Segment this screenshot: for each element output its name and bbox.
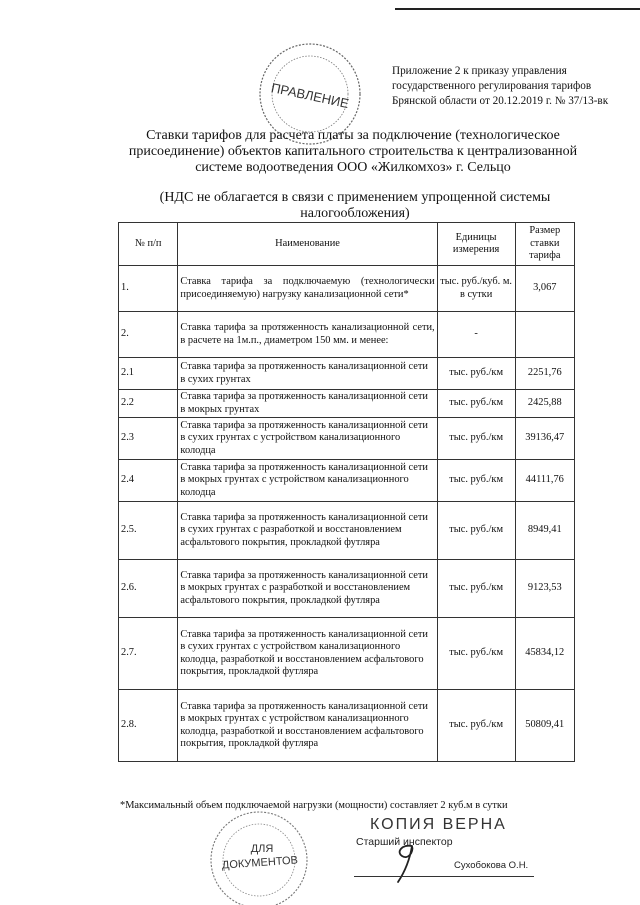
row-unit: тыс. руб./куб. м. в сутки xyxy=(437,266,515,312)
row-rate xyxy=(515,312,574,358)
header-rate-line-3: тарифа xyxy=(529,250,561,262)
row-rate: 50809,41 xyxy=(515,690,574,762)
row-num: 2.7. xyxy=(119,618,178,690)
header-unit-line-1: Единицы xyxy=(455,231,497,243)
stamp-top-text: ПРАВЛЕНИЕ xyxy=(269,79,351,112)
row-unit: тыс. руб./км xyxy=(437,690,515,762)
row-name: Ставка тарифа за протяженность канализационной сети в мокрых грунтах с разработкой и восстановлением асфальтового покрытия, прокладкой футляра xyxy=(178,560,437,618)
row-num: 2.5. xyxy=(119,502,178,560)
vat-line-1: (НДС не облагается в связи с применением упрощенной системы xyxy=(159,190,551,205)
vat-note xyxy=(140,190,570,222)
stamp-bottom-line-1: ДЛЯ xyxy=(250,843,274,855)
row-unit: тыс. руб./км xyxy=(437,358,515,390)
row-unit: тыс. руб./км xyxy=(437,502,515,560)
round-stamp-bottom xyxy=(200,808,318,905)
stamp-bottom-line-2: ДОКУМЕНТОВ xyxy=(221,854,299,872)
header-rate-line-2: ставки xyxy=(530,237,560,249)
handwritten-signature xyxy=(388,840,428,884)
copy-stamp-role: Старший инспектор xyxy=(356,836,453,848)
row-unit: - xyxy=(437,312,515,358)
row-name: Ставка тарифа за протяженность канализационной сети в мокрых грунтах с устройством канализационного колодца, разработкой и восстановлением асфальтового покрытия, прокладкой футляра xyxy=(178,690,437,762)
copy-stamp-name: Сухобокова О.Н. xyxy=(454,860,529,871)
row-rate: 39136,47 xyxy=(515,418,574,460)
title-line-2: присоединение) объектов капитального строительства к централизованной xyxy=(128,144,578,159)
header-name: Наименование xyxy=(178,223,437,266)
table-row xyxy=(119,460,575,502)
table-row xyxy=(119,358,575,390)
row-unit: тыс. руб./км xyxy=(437,560,515,618)
row-num: 2.1 xyxy=(119,358,178,390)
vat-line-2: налогообложения) xyxy=(300,206,410,221)
row-unit: тыс. руб./км xyxy=(437,618,515,690)
tariff-table xyxy=(118,222,575,762)
top-rule xyxy=(395,8,640,10)
table-row xyxy=(119,390,575,418)
row-name: Ставка тарифа за протяженность канализационной сети в мокрых грунтах xyxy=(178,390,437,418)
row-name: Ставка тарифа за протяженность канализационной сети в мокрых грунтах с устройством канализационного колодца xyxy=(178,460,437,502)
row-name: Ставка тарифа за протяженность канализационной сети в сухих грунтах с устройством канализационного колодца, разработкой и восстановлением асфальтового покрытия, прокладкой футляра xyxy=(178,618,437,690)
row-rate: 2251,76 xyxy=(515,358,574,390)
copy-certified-stamp xyxy=(350,818,550,886)
appendix-note xyxy=(392,64,632,109)
row-num: 2.3 xyxy=(119,418,178,460)
row-num: 2. xyxy=(119,312,178,358)
header-unit xyxy=(437,223,515,266)
table-row xyxy=(119,418,575,460)
table-row xyxy=(119,312,575,358)
header-rate xyxy=(515,223,574,266)
row-rate: 45834,12 xyxy=(515,618,574,690)
header-num: № п/п xyxy=(119,223,178,266)
row-name: Ставка тарифа за протяженность канализационной сети в сухих грунтах с устройством канализационного колодца xyxy=(178,418,437,460)
footnote: *Максимальный объем подключаемой нагрузки (мощности) составляет 2 куб.м в сутки xyxy=(120,800,508,811)
appendix-line-1: Приложение 2 к приказу управления xyxy=(392,65,567,77)
row-rate: 9123,53 xyxy=(515,560,574,618)
row-num: 1. xyxy=(119,266,178,312)
table-row xyxy=(119,502,575,560)
row-name: Ставка тарифа за подключаемую (технологически присоединяемую) нагрузку канализационной сети* xyxy=(178,266,437,312)
row-rate: 2425,88 xyxy=(515,390,574,418)
row-num: 2.8. xyxy=(119,690,178,762)
row-unit: тыс. руб./км xyxy=(437,460,515,502)
row-unit: тыс. руб./км xyxy=(437,418,515,460)
row-rate: 3,067 xyxy=(515,266,574,312)
row-unit: тыс. руб./км xyxy=(437,390,515,418)
table-row xyxy=(119,618,575,690)
title-line-1: Ставки тарифов для расчета платы за подключение (технологическое xyxy=(146,128,560,143)
table-row xyxy=(119,690,575,762)
table-row xyxy=(119,266,575,312)
copy-stamp-title: КОПИЯ ВЕРНА xyxy=(370,816,507,833)
row-num: 2.4 xyxy=(119,460,178,502)
appendix-line-2: государственного регулирования тарифов xyxy=(392,80,592,92)
row-name: Ставка тарифа за протяженность канализационной сети, в расчете на 1м.п., диаметром 150 мм. и менее: xyxy=(178,312,437,358)
row-rate: 44111,76 xyxy=(515,460,574,502)
table-header-row xyxy=(119,223,575,266)
header-unit-line-2: измерения xyxy=(452,244,500,255)
row-name: Ставка тарифа за протяженность канализационной сети в сухих грунтах xyxy=(178,358,437,390)
row-name: Ставка тарифа за протяженность канализационной сети в сухих грунтах с разработкой и восстановлением асфальтового покрытия, прокладкой футляра xyxy=(178,502,437,560)
row-num: 2.6. xyxy=(119,560,178,618)
document-title xyxy=(118,128,588,176)
header-rate-line-1: Размер xyxy=(529,225,561,237)
row-num: 2.2 xyxy=(119,390,178,418)
signature-line xyxy=(354,876,534,877)
table-row xyxy=(119,560,575,618)
row-rate: 8949,41 xyxy=(515,502,574,560)
appendix-line-3: Брянской области от 20.12.2019 г. № 37/13-вк xyxy=(392,95,609,107)
title-line-3: системе водоотведения ООО «Жилкомхоз» г. Сельцо xyxy=(195,160,511,175)
